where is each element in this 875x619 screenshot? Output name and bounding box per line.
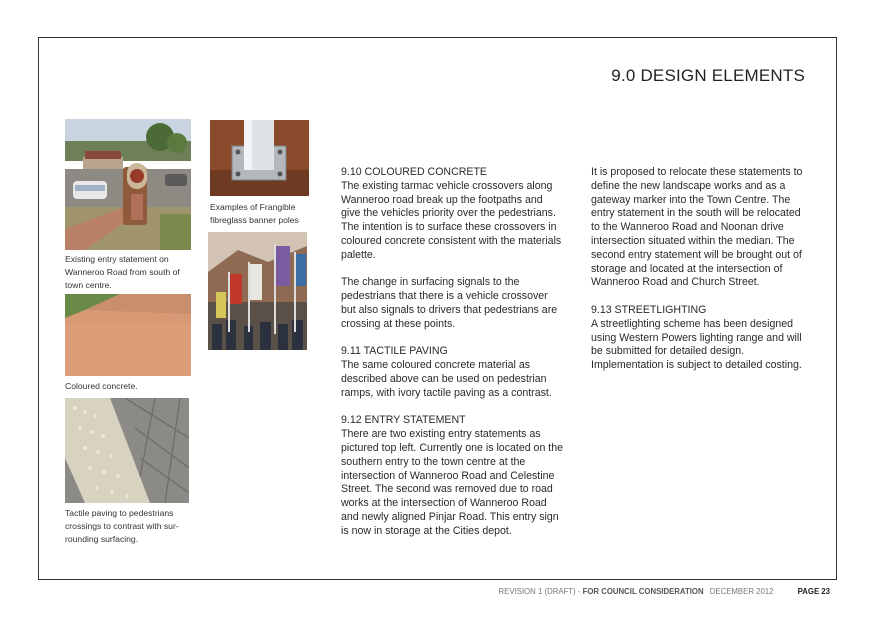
page-title: 9.0 DESIGN ELEMENTS bbox=[611, 66, 805, 85]
tactile-paving-photo bbox=[65, 398, 189, 503]
text-column-right bbox=[591, 166, 809, 387]
page-footer bbox=[470, 587, 830, 596]
section-tactile-paving bbox=[341, 345, 563, 400]
streetlighting-body: A streetlighting scheme has been designed using Western Powers lighting range and will be submitted for detailed design. Implementation is subject to detailed costing. bbox=[591, 317, 802, 372]
entry-statement-continued: It is proposed to relocate these statements to define the new landscape works and as a gateway marker into the Town Centre. The entry statement in the south will be relocated to the Wanneroo Road and Noonan drive intersection situated within the median. The second entry statement will be brought out of storage and located at the intersection of Wanneroo Road and Church Street. bbox=[591, 166, 803, 289]
entry-statement-body: There are two existing entry statements as pictured top left. Currently one is located on the southern entry to the town centre at the intersection of Wanneroo Road and Celestine Street. The second was removed due to road works at the intersection of Wanneroo Road and newly aligned Pinjar Road. This entry sign is now in storage at the Cities depot. bbox=[341, 428, 564, 537]
tactile-paving-heading: 9.11 TACTILE PAVING bbox=[341, 345, 448, 358]
section-streetlighting bbox=[591, 304, 809, 373]
page-number: PAGE 23 bbox=[797, 587, 830, 596]
coloured-concrete-paragraph-2: The change in surfacing signals to the pedestrians that there is a vehicle crossover but also signals to drivers that pedestrians are crossing at these points. bbox=[341, 276, 558, 330]
coloured-concrete-paragraph-1: The existing tarmac vehicle crossovers along Wanneroo road break up the footpaths and give the vehicles priority over the pedestrians. The intention is to surface these crossovers in coloured concrete consistent with the materials palette. bbox=[341, 179, 562, 261]
entry-statement-caption: Existing entry statement on Wanneroo Road from south of town centre. bbox=[65, 254, 180, 290]
coloured-concrete-photo bbox=[65, 294, 191, 376]
coloured-concrete-heading: 9.10 COLOURED CONCRETE bbox=[341, 166, 487, 178]
coloured-concrete-caption: Coloured concrete. bbox=[65, 381, 138, 391]
tactile-paving-caption: Tactile paving to pedestrians crossings to contrast with sur-rounding surfacing. bbox=[65, 508, 179, 544]
banner-poles-photo bbox=[208, 232, 307, 350]
text-column-middle bbox=[341, 166, 563, 552]
footer-date: DECEMBER 2012 bbox=[709, 587, 774, 596]
tactile-paving-body: The same coloured concrete material as described above can be used on pedestrian ramps, with ivory tactile paving as a contrast. bbox=[341, 359, 552, 399]
footer-revision: REVISION 1 (DRAFT) - bbox=[498, 587, 583, 596]
section-entry-statement bbox=[341, 414, 563, 538]
frangible-poles-caption: Examples of Frangible fibreglass banner poles bbox=[210, 202, 299, 225]
frangible-pole-base-photo bbox=[210, 120, 309, 196]
entry-statement-heading: 9.12 ENTRY STATEMENT bbox=[341, 414, 466, 427]
footer-status: FOR COUNCIL CONSIDERATION bbox=[582, 587, 704, 596]
section-coloured-concrete bbox=[341, 166, 563, 263]
entry-statement-photo bbox=[65, 119, 191, 250]
streetlighting-heading: 9.13 STREETLIGHTING bbox=[591, 303, 707, 316]
